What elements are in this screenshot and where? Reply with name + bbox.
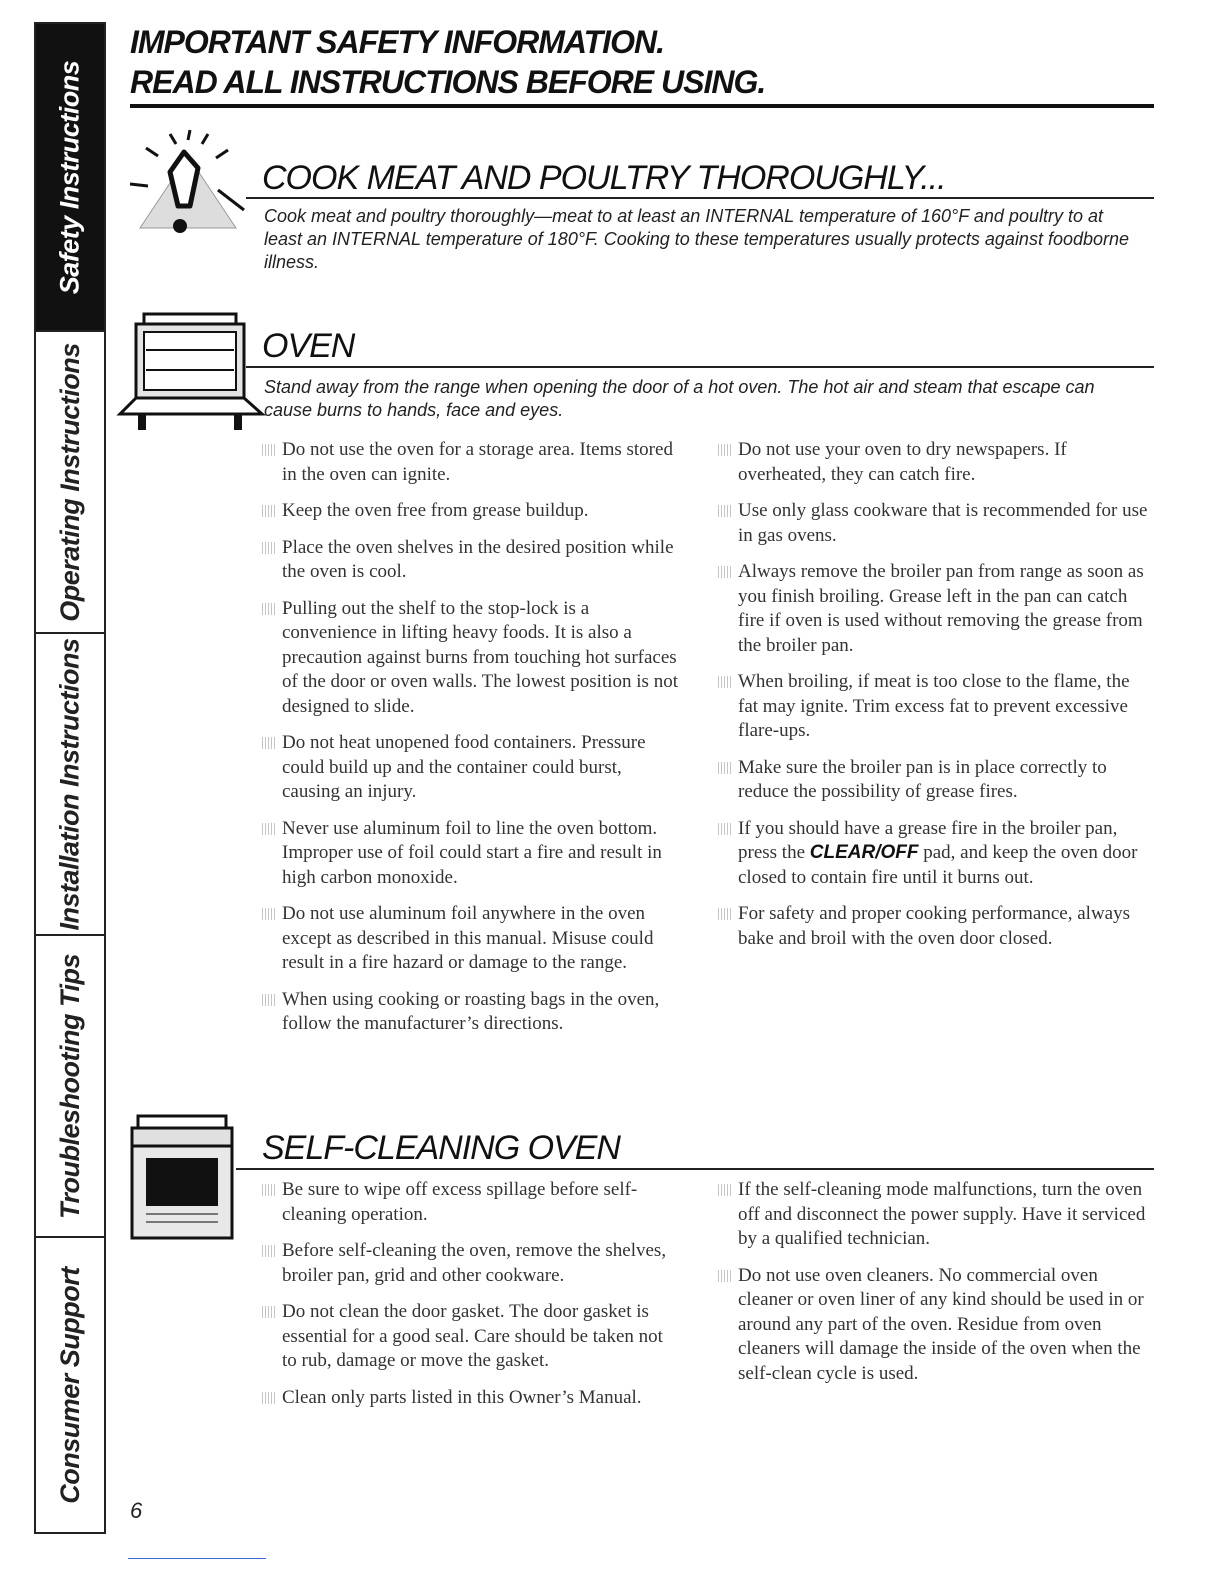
cook-meat-lead: Cook meat and poultry thoroughly—meat to at least an INTERNAL temperature of 160°F and poultry to at least an INTERNAL temperature of 180°F. Cooking to these temperatures usually protects against foodborne illness. [264,206,1130,272]
section-rule [236,1168,1154,1170]
bullet-icon [262,1392,276,1404]
bullet-icon [262,444,276,456]
selfclean-right-column [716,1178,1152,1398]
selfclean-left-column [260,1178,680,1422]
list-item: When using cooking or roasting bags in the oven, follow the manufacturer’s directions. [260,988,680,1037]
tab-label: Safety Instructions [54,60,85,294]
list-item: Place the oven shelves in the desired position while the oven is cool. [260,536,680,585]
page-header [130,22,1154,102]
bullet-icon [262,908,276,920]
bullet-icon [718,505,732,517]
list-item: Always remove the broiler pan from range as soon as you finish broiling. Grease left in the pan can catch fire if oven is used without removing the grease from the broiler pan. [716,560,1152,658]
bullet-icon [718,566,732,578]
bullet-icon [262,994,276,1006]
header-rule [130,104,1154,108]
list-item: Make sure the broiler pan is in place correctly to reduce the possibility of grease fires. [716,756,1152,805]
bullet-icon [718,1184,732,1196]
bullet-icon [718,908,732,920]
bullet-icon [718,762,732,774]
header-line-2: READ ALL INSTRUCTIONS BEFORE USING. [130,64,766,100]
oven-right-column [716,438,1152,963]
list-item: Never use aluminum foil to line the oven bottom. Improper use of foil could start a fire and result in high carbon monoxide. [260,817,680,891]
section-rule [246,197,1154,199]
clear-off-key-label: CLEAR/OFF [809,842,919,863]
tab-installation-instructions[interactable] [36,634,104,936]
section-rule [246,366,1154,368]
list-item: Before self-cleaning the oven, remove the shelves, broiler pan, grid and other cookware. [260,1239,680,1288]
list-item: If you should have a grease fire in the broiler pan, press the CLEAR/OFF pad, and keep the oven door closed to contain fire until it burns out. [716,817,1152,891]
oven-icon [116,310,266,434]
tab-troubleshooting-tips[interactable] [36,936,104,1238]
warning-triangle-icon [118,128,250,246]
oven-lead: Stand away from the range when opening the door of a hot oven. The hot air and steam that escape can cause burns to hands, face and eyes. [264,377,1095,420]
list-item: Pulling out the shelf to the stop-lock is a convenience in lifting heavy foods. It is also a precaution against burns from touching hot surfaces of the door or oven walls. The lowest position is not designed to slide. [260,597,680,720]
bullet-icon [262,737,276,749]
tab-label: Installation Instructions [54,637,85,931]
tab-label: Operating Instructions [54,342,85,622]
bullet-icon [262,1245,276,1257]
list-item: Do not heat unopened food containers. Pressure could build up and the container could burst, causing an injury. [260,731,680,805]
bullet-icon [262,1184,276,1196]
tab-operating-instructions[interactable] [36,332,104,634]
section-title-cook-meat: COOK MEAT AND POULTRY THOROUGHLY... [262,159,946,197]
bullet-icon [718,1270,732,1282]
side-tab-bar [34,22,106,1534]
footer-line [128,1558,266,1559]
tab-label: Troubleshooting Tips [54,953,85,1219]
range-icon [128,1112,236,1244]
bullet-icon [262,603,276,615]
page-number: 6 [130,1498,143,1523]
bullet-icon [262,823,276,835]
bullet-icon [718,676,732,688]
tab-safety-instructions[interactable] [36,24,104,332]
bullet-icon [262,505,276,517]
bullet-icon [262,542,276,554]
tab-label: Consumer Support [54,1266,85,1504]
oven-left-column [260,438,680,1049]
list-item: Do not clean the door gasket. The door gasket is essential for a good seal. Care should be taken not to rub, damage or move the gasket. [260,1300,680,1374]
section-title-oven: OVEN [262,327,355,365]
list-item: Be sure to wipe off excess spillage before self-cleaning operation. [260,1178,680,1227]
list-item: Do not use the oven for a storage area. Items stored in the oven can ignite. [260,438,680,487]
list-item: For safety and proper cooking performance, always bake and broil with the oven door closed. [716,902,1152,951]
list-item: Clean only parts listed in this Owner’s Manual. [260,1386,680,1411]
section-title-self-cleaning-oven: SELF-CLEANING OVEN [262,1129,620,1167]
bullet-icon [718,823,732,835]
tab-consumer-support[interactable] [36,1238,104,1532]
list-item: Do not use your oven to dry newspapers. If overheated, they can catch fire. [716,438,1152,487]
list-item: Use only glass cookware that is recommended for use in gas ovens. [716,499,1152,548]
list-item: Do not use aluminum foil anywhere in the oven except as described in this manual. Misuse could result in a fire hazard or damage to the range. [260,902,680,976]
list-item: Do not use oven cleaners. No commercial oven cleaner or oven liner of any kind should be used in or around any part of the oven. Residue from oven cleaners will damage the inside of the oven when the self-clean cycle is used. [716,1264,1152,1387]
list-item: Keep the oven free from grease buildup. [260,499,680,524]
bullet-icon [718,444,732,456]
list-item: When broiling, if meat is too close to the flame, the fat may ignite. Trim excess fat to prevent excessive flare-ups. [716,670,1152,744]
list-item: If the self-cleaning mode malfunctions, turn the oven off and disconnect the power supply. Have it serviced by a qualified technician. [716,1178,1152,1252]
bullet-icon [262,1306,276,1318]
header-line-1: IMPORTANT SAFETY INFORMATION. [130,24,664,60]
